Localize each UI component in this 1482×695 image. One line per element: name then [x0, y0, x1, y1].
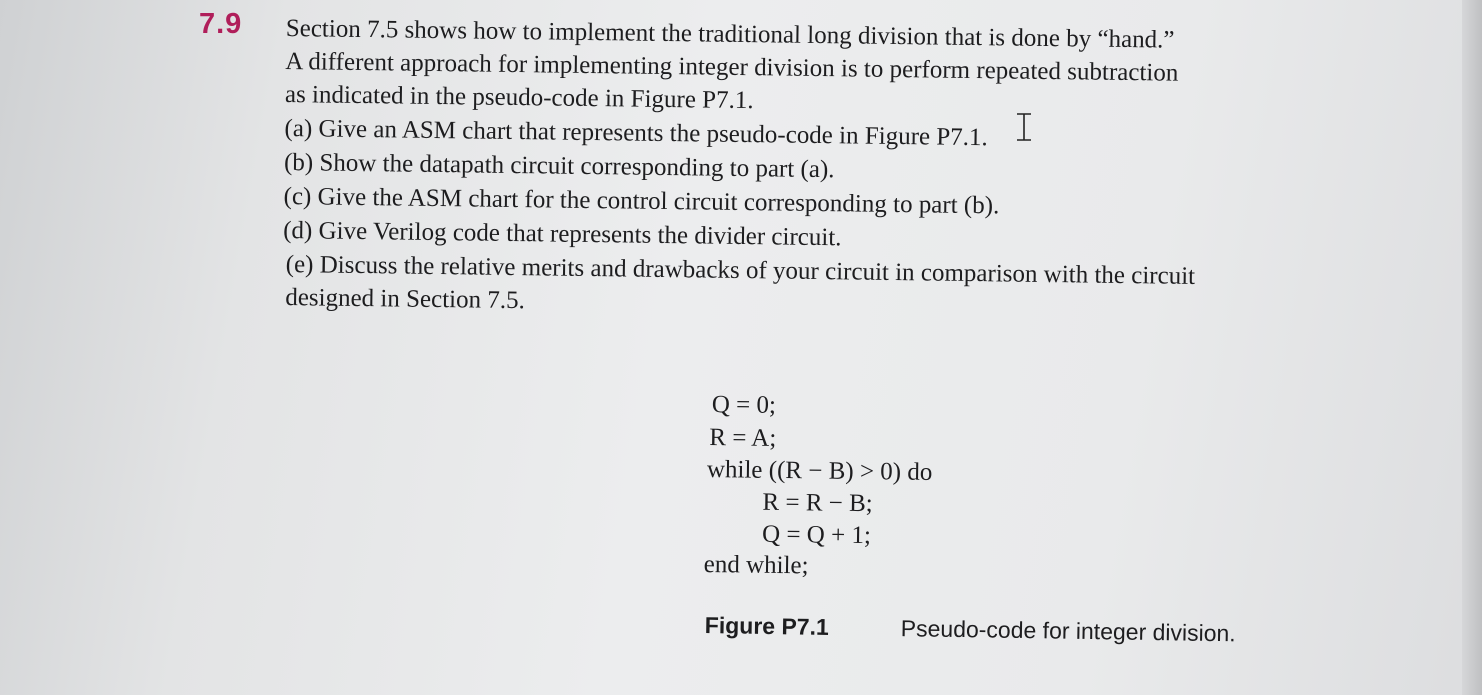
page-edge — [1462, 0, 1482, 695]
problem-line: A different approach for implementing integer division is to perform repeated subtraction — [285, 47, 1179, 87]
part-a: (a) Give an ASM chart that represents the pseudo-code in Figure P7.1. — [284, 114, 988, 152]
part-d: (d) Give Verilog code that represents the divider circuit. — [282, 216, 842, 252]
problem-line: Section 7.5 shows how to implement the traditional long division that is done by “hand.” — [285, 14, 1175, 54]
figure-caption — [705, 612, 1236, 647]
code-line: Q = Q + 1; — [761, 520, 872, 550]
figure-caption-text: Pseudo-code for integer division. — [900, 615, 1236, 647]
problem-number: 7.9 — [199, 8, 243, 40]
text-cursor-icon — [1014, 112, 1034, 142]
part-b: (b) Show the datapath circuit corresponding to part (a). — [283, 148, 835, 184]
code-line: end while; — [703, 550, 809, 580]
figure-label: Figure P7.1 — [704, 612, 829, 640]
part-e-continued: designed in Section 7.5. — [285, 284, 526, 315]
part-e: (e) Discuss the relative merits and drawbacks of your circuit in comparison with the circuit — [285, 251, 1196, 290]
code-line: R = R − B; — [762, 488, 873, 518]
problem-line: as indicated in the pseudo-code in Figure P7.1. — [284, 80, 754, 115]
problem-statement — [282, 14, 1366, 315]
code-line: while ((R − B) > 0) do — [706, 456, 933, 486]
code-line: Q = 0; — [711, 391, 777, 419]
code-line: R = A; — [709, 424, 777, 452]
part-c: (c) Give the ASM chart for the control circuit corresponding to part (b). — [283, 182, 1000, 220]
